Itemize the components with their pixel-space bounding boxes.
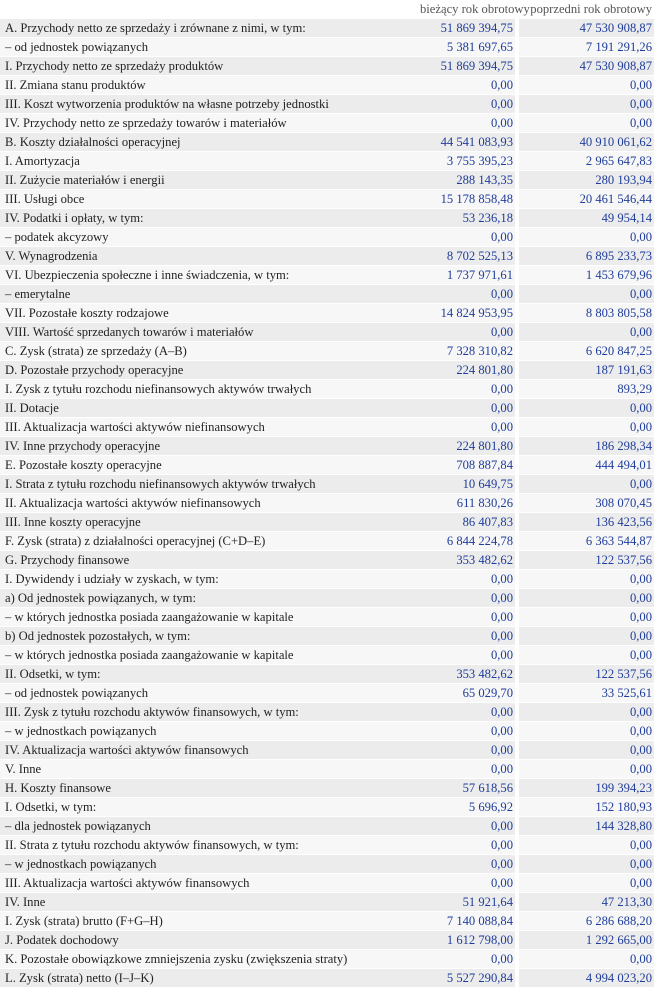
row-label: II. Aktualizacja wartości aktywów niefinansowych: [0, 494, 420, 513]
row-label: IV. Aktualizacja wartości aktywów finansowych: [0, 741, 420, 760]
previous-year-value: 6 363 544,87: [517, 532, 654, 551]
row-label: I. Amortyzacja: [0, 152, 420, 171]
row-label: II. Dotacje: [0, 399, 420, 418]
table-row: [0, 342, 654, 361]
row-label: V. Inne: [0, 760, 420, 779]
header-label-spacer: [0, 0, 420, 19]
previous-year-value: 0,00: [517, 570, 654, 589]
row-label: C. Zysk (strata) ze sprzedaży (A–B): [0, 342, 420, 361]
current-year-value: 5 696,92: [420, 798, 517, 817]
table-row: [0, 703, 654, 722]
current-year-value: 0,00: [420, 950, 517, 969]
previous-year-value: 1 453 679,96: [517, 266, 654, 285]
row-label: a) Od jednostek powiązanych, w tym:: [0, 589, 420, 608]
table-row: [0, 589, 654, 608]
previous-year-value: 280 193,94: [517, 171, 654, 190]
current-year-value: 10 649,75: [420, 475, 517, 494]
row-label: II. Zmiana stanu produktów: [0, 76, 420, 95]
row-label: – dla jednostek powiązanych: [0, 817, 420, 836]
current-year-value: 353 482,62: [420, 665, 517, 684]
table-row: [0, 779, 654, 798]
table-row: [0, 190, 654, 209]
row-label: b) Od jednostek pozostałych, w tym:: [0, 627, 420, 646]
table-row: [0, 551, 654, 570]
previous-year-value: 893,29: [517, 380, 654, 399]
current-year-value: 0,00: [420, 418, 517, 437]
previous-year-value: 0,00: [517, 874, 654, 893]
previous-year-value: 0,00: [517, 760, 654, 779]
table-row: [0, 209, 654, 228]
row-label: – w których jednostka posiada zaangażowanie w kapitale: [0, 608, 420, 627]
current-year-value: 0,00: [420, 323, 517, 342]
previous-year-value: 6 620 847,25: [517, 342, 654, 361]
row-label: IV. Podatki i opłaty, w tym:: [0, 209, 420, 228]
current-year-value: 708 887,84: [420, 456, 517, 475]
table-row: [0, 608, 654, 627]
current-year-value: 224 801,80: [420, 361, 517, 380]
current-year-value: 0,00: [420, 646, 517, 665]
table-row: [0, 570, 654, 589]
table-row: [0, 513, 654, 532]
previous-year-value: 6 895 233,73: [517, 247, 654, 266]
current-year-value: 51 921,64: [420, 893, 517, 912]
table-row: [0, 418, 654, 437]
row-label: II. Zużycie materiałów i energii: [0, 171, 420, 190]
table-row: [0, 247, 654, 266]
row-label: IV. Inne przychody operacyjne: [0, 437, 420, 456]
current-year-value: 8 702 525,13: [420, 247, 517, 266]
row-label: III. Aktualizacja wartości aktywów finansowych: [0, 874, 420, 893]
previous-year-value: 0,00: [517, 627, 654, 646]
row-label: I. Dywidendy i udziały w zyskach, w tym:: [0, 570, 420, 589]
previous-year-value: 0,00: [517, 114, 654, 133]
current-year-value: 0,00: [420, 608, 517, 627]
table-row: [0, 285, 654, 304]
previous-year-value: 7 191 291,26: [517, 38, 654, 57]
table-row: [0, 95, 654, 114]
table-row: [0, 798, 654, 817]
current-year-value: 0,00: [420, 817, 517, 836]
row-label: D. Pozostałe przychody operacyjne: [0, 361, 420, 380]
table-row: [0, 323, 654, 342]
current-year-value: 0,00: [420, 855, 517, 874]
row-label: III. Zysk z tytułu rozchodu aktywów finansowych, w tym:: [0, 703, 420, 722]
row-label: – w jednostkach powiązanych: [0, 722, 420, 741]
row-label: – od jednostek powiązanych: [0, 38, 420, 57]
row-label: – podatek akcyzowy: [0, 228, 420, 247]
current-year-value: 86 407,83: [420, 513, 517, 532]
table-row: [0, 817, 654, 836]
row-label: – emerytalne: [0, 285, 420, 304]
table-row: [0, 38, 654, 57]
previous-year-value: 0,00: [517, 285, 654, 304]
header-previous-year: poprzedni rok obrotowy: [530, 1, 652, 16]
table-row: [0, 836, 654, 855]
current-year-value: 1 737 971,61: [420, 266, 517, 285]
row-label: G. Przychody finansowe: [0, 551, 420, 570]
current-year-value: 0,00: [420, 380, 517, 399]
current-year-value: 65 029,70: [420, 684, 517, 703]
row-label: – w których jednostka posiada zaangażowanie w kapitale: [0, 646, 420, 665]
table-row: [0, 19, 654, 38]
current-year-value: 0,00: [420, 570, 517, 589]
row-label: I. Strata z tytułu rozchodu niefinansowych aktywów trwałych: [0, 475, 420, 494]
table-row: [0, 437, 654, 456]
current-year-value: 0,00: [420, 722, 517, 741]
previous-year-value: 0,00: [517, 228, 654, 247]
header-current-year: bieżący rok obrotowy: [420, 1, 530, 16]
row-label: B. Koszty działalności operacyjnej: [0, 133, 420, 152]
current-year-value: 51 869 394,75: [420, 57, 517, 76]
current-year-value: 0,00: [420, 114, 517, 133]
previous-year-value: 1 292 665,00: [517, 931, 654, 950]
current-year-value: 353 482,62: [420, 551, 517, 570]
row-label: E. Pozostałe koszty operacyjne: [0, 456, 420, 475]
previous-year-value: 0,00: [517, 323, 654, 342]
table-row: [0, 969, 654, 988]
current-year-value: 224 801,80: [420, 437, 517, 456]
current-year-value: 0,00: [420, 874, 517, 893]
table-row: [0, 456, 654, 475]
previous-year-value: 136 423,56: [517, 513, 654, 532]
current-year-value: 7 328 310,82: [420, 342, 517, 361]
table-row: [0, 475, 654, 494]
row-label: VIII. Wartość sprzedanych towarów i materiałów: [0, 323, 420, 342]
previous-year-value: 0,00: [517, 646, 654, 665]
current-year-value: 0,00: [420, 703, 517, 722]
previous-year-value: 47 530 908,87: [517, 19, 654, 38]
current-year-value: 57 618,56: [420, 779, 517, 798]
previous-year-value: 444 494,01: [517, 456, 654, 475]
previous-year-value: 33 525,61: [517, 684, 654, 703]
previous-year-value: 0,00: [517, 722, 654, 741]
table-row: [0, 380, 654, 399]
previous-year-value: 144 328,80: [517, 817, 654, 836]
current-year-value: 0,00: [420, 589, 517, 608]
table-row: [0, 760, 654, 779]
current-year-value: 5 381 697,65: [420, 38, 517, 57]
table-row: [0, 532, 654, 551]
previous-year-value: 2 965 647,83: [517, 152, 654, 171]
table-row: [0, 627, 654, 646]
row-label: V. Wynagrodzenia: [0, 247, 420, 266]
table-row: [0, 266, 654, 285]
current-year-value: 53 236,18: [420, 209, 517, 228]
row-label: II. Strata z tytułu rozchodu aktywów finansowych, w tym:: [0, 836, 420, 855]
previous-year-value: 122 537,56: [517, 551, 654, 570]
row-label: L. Zysk (strata) netto (I–J–K): [0, 969, 420, 988]
previous-year-value: 0,00: [517, 608, 654, 627]
table-row: [0, 152, 654, 171]
table-row: [0, 950, 654, 969]
current-year-value: 14 824 953,95: [420, 304, 517, 323]
previous-year-value: 8 803 805,58: [517, 304, 654, 323]
row-label: – od jednostek powiązanych: [0, 684, 420, 703]
previous-year-value: 47 213,30: [517, 893, 654, 912]
row-label: III. Usługi obce: [0, 190, 420, 209]
table-row: [0, 855, 654, 874]
current-year-value: 288 143,35: [420, 171, 517, 190]
current-year-value: 51 869 394,75: [420, 19, 517, 38]
previous-year-value: 0,00: [517, 703, 654, 722]
current-year-value: 0,00: [420, 95, 517, 114]
previous-year-value: 0,00: [517, 950, 654, 969]
previous-year-value: 0,00: [517, 475, 654, 494]
statement-rows: [0, 19, 654, 988]
table-row: [0, 684, 654, 703]
row-label: F. Zysk (strata) z działalności operacyjnej (C+D–E): [0, 532, 420, 551]
table-row: [0, 57, 654, 76]
table-row: [0, 912, 654, 931]
previous-year-value: 0,00: [517, 399, 654, 418]
table-row: [0, 646, 654, 665]
previous-year-value: 0,00: [517, 95, 654, 114]
current-year-value: 0,00: [420, 760, 517, 779]
table-row: [0, 399, 654, 418]
previous-year-value: 0,00: [517, 76, 654, 95]
previous-year-value: 40 910 061,62: [517, 133, 654, 152]
previous-year-value: 20 461 546,44: [517, 190, 654, 209]
previous-year-value: 199 394,23: [517, 779, 654, 798]
table-row: [0, 931, 654, 950]
table-row: [0, 361, 654, 380]
row-label: I. Zysk (strata) brutto (F+G–H): [0, 912, 420, 931]
row-label: H. Koszty finansowe: [0, 779, 420, 798]
row-label: I. Przychody netto ze sprzedaży produktów: [0, 57, 420, 76]
row-label: IV. Przychody netto ze sprzedaży towarów i materiałów: [0, 114, 420, 133]
current-year-value: 0,00: [420, 76, 517, 95]
previous-year-value: 47 530 908,87: [517, 57, 654, 76]
current-year-value: 15 178 858,48: [420, 190, 517, 209]
current-year-value: 0,00: [420, 285, 517, 304]
row-label: VI. Ubezpieczenia społeczne i inne świadczenia, w tym:: [0, 266, 420, 285]
previous-year-value: 0,00: [517, 741, 654, 760]
row-label: IV. Inne: [0, 893, 420, 912]
previous-year-value: 187 191,63: [517, 361, 654, 380]
previous-year-value: 0,00: [517, 855, 654, 874]
current-year-value: 0,00: [420, 741, 517, 760]
previous-year-value: 308 070,45: [517, 494, 654, 513]
previous-year-value: 4 994 023,20: [517, 969, 654, 988]
table-row: [0, 171, 654, 190]
row-label: III. Aktualizacja wartości aktywów niefinansowych: [0, 418, 420, 437]
row-label: – w jednostkach powiązanych: [0, 855, 420, 874]
previous-year-value: 122 537,56: [517, 665, 654, 684]
current-year-value: 0,00: [420, 228, 517, 247]
current-year-value: 611 830,26: [420, 494, 517, 513]
row-label: II. Odsetki, w tym:: [0, 665, 420, 684]
table-row: [0, 114, 654, 133]
current-year-value: 0,00: [420, 627, 517, 646]
current-year-value: 44 541 083,93: [420, 133, 517, 152]
row-label: I. Odsetki, w tym:: [0, 798, 420, 817]
previous-year-value: 0,00: [517, 418, 654, 437]
table-row: [0, 494, 654, 513]
current-year-value: 1 612 798,00: [420, 931, 517, 950]
row-label: III. Koszt wytworzenia produktów na własne potrzeby jednostki: [0, 95, 420, 114]
table-row: [0, 874, 654, 893]
table-row: [0, 893, 654, 912]
current-year-value: 7 140 088,84: [420, 912, 517, 931]
row-label: I. Zysk z tytułu rozchodu niefinansowych aktywów trwałych: [0, 380, 420, 399]
table-row: [0, 665, 654, 684]
previous-year-value: 0,00: [517, 836, 654, 855]
current-year-value: 6 844 224,78: [420, 532, 517, 551]
row-label: VII. Pozostałe koszty rodzajowe: [0, 304, 420, 323]
row-label: J. Podatek dochodowy: [0, 931, 420, 950]
previous-year-value: 186 298,34: [517, 437, 654, 456]
table-row: [0, 741, 654, 760]
current-year-value: 0,00: [420, 836, 517, 855]
row-label: A. Przychody netto ze sprzedaży i zrównane z nimi, w tym:: [0, 19, 420, 38]
header-row: [0, 0, 654, 19]
table-row: [0, 76, 654, 95]
previous-year-value: 0,00: [517, 589, 654, 608]
table-row: [0, 228, 654, 247]
previous-year-value: 49 954,14: [517, 209, 654, 228]
table-row: [0, 722, 654, 741]
previous-year-value: 152 180,93: [517, 798, 654, 817]
previous-year-value: 6 286 688,20: [517, 912, 654, 931]
row-label: K. Pozostałe obowiązkowe zmniejszenia zysku (zwiększenia straty): [0, 950, 420, 969]
table-row: [0, 304, 654, 323]
current-year-value: 3 755 395,23: [420, 152, 517, 171]
row-label: III. Inne koszty operacyjne: [0, 513, 420, 532]
current-year-value: 5 527 290,84: [420, 969, 517, 988]
table-row: [0, 133, 654, 152]
current-year-value: 0,00: [420, 399, 517, 418]
